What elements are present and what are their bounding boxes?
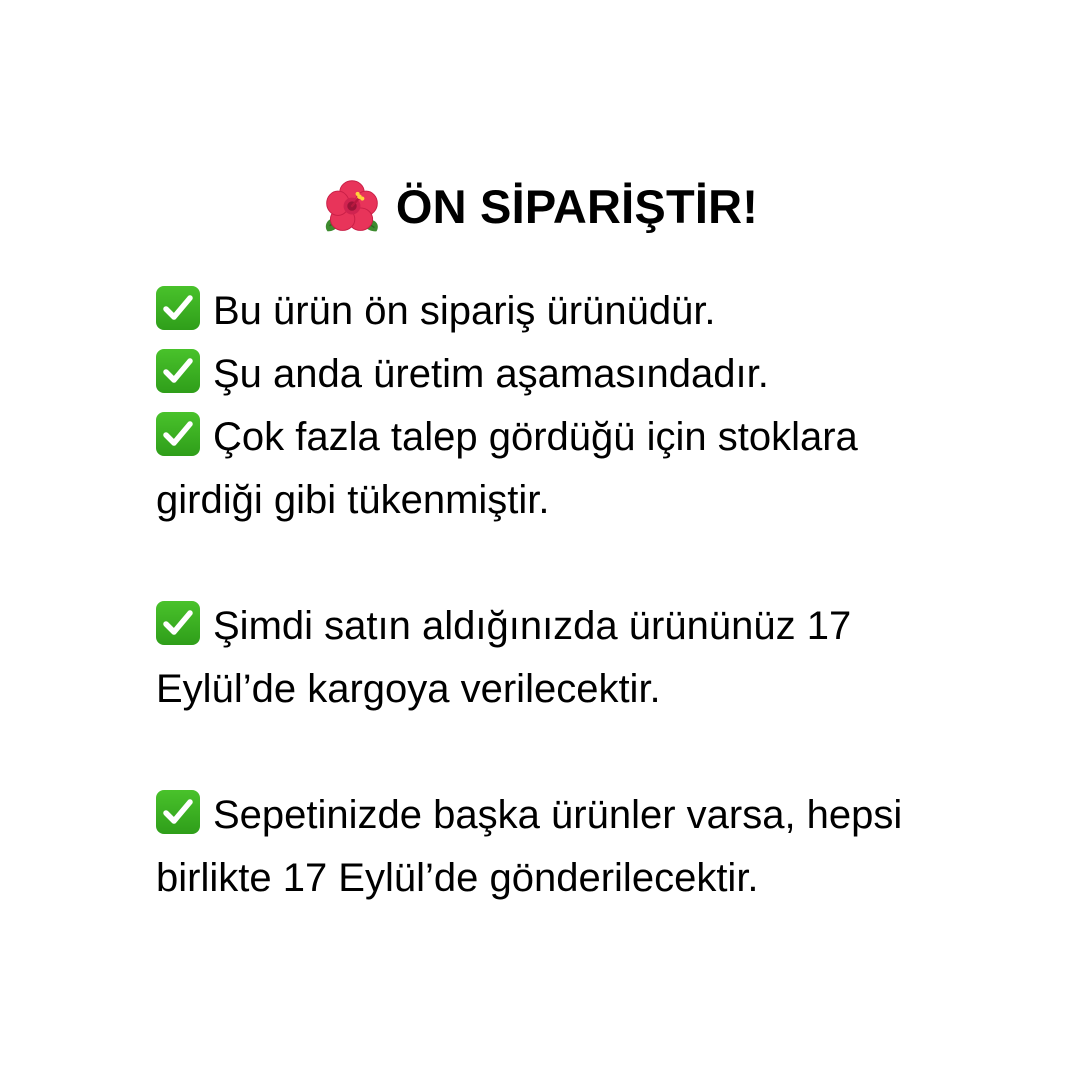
list-item-text: Şu anda üretim aşamasındadır. — [213, 352, 769, 396]
list-item — [156, 343, 936, 406]
check-mark-button-icon — [156, 286, 200, 330]
check-mark-button-icon — [156, 601, 200, 645]
title-row — [0, 176, 1080, 238]
check-mark-button-icon — [156, 790, 200, 834]
check-mark-button-icon — [156, 349, 200, 393]
page-title: ÖN SİPARİŞTİR! — [395, 180, 759, 233]
list-item-text: Çok fazla talep gördüğü için stoklara girdiği gibi tükenmiştir. — [156, 415, 858, 522]
list-item — [156, 784, 936, 910]
info-list — [156, 280, 936, 910]
list-item-text: Sepetinizde başka ürünler varsa, hepsi birlikte 17 Eylül’de gönderilecektir. — [156, 793, 903, 900]
list-item-text: Bu ürün ön sipariş ürünüdür. — [213, 289, 716, 333]
list-item-text: Şimdi satın aldığınızda ürününüz 17 Eylül’de kargoya verilecektir. — [156, 604, 852, 711]
list-item — [156, 280, 936, 343]
check-mark-button-icon — [156, 412, 200, 456]
hibiscus-icon — [322, 177, 382, 237]
list-item — [156, 406, 936, 532]
list-item — [156, 595, 936, 721]
